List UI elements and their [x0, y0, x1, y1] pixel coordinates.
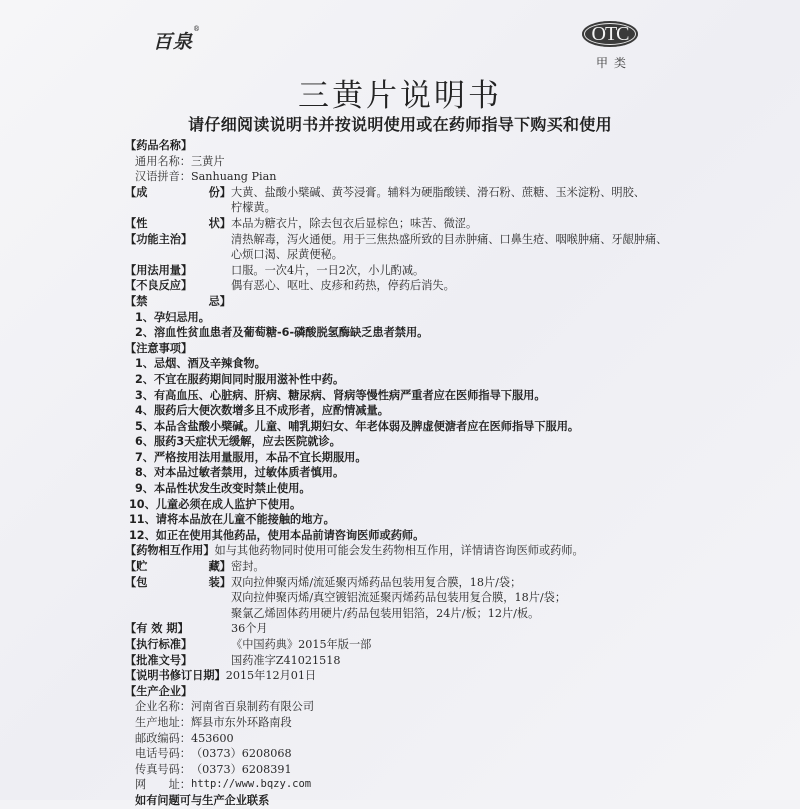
brand-logo: [153, 27, 201, 54]
section-label-indications: 【功能主治】: [125, 232, 193, 246]
company-label: 企业名称：: [135, 700, 191, 714]
precaution-item: 12、如正在使用其他药品，使用本品前请咨询医师或药师。: [129, 528, 425, 542]
section-drug-name: [125, 138, 685, 154]
section-label-contraindications: [125, 294, 231, 310]
precaution-item: 8、对本品过敏者禁用，过敏体质者慎用。: [135, 466, 345, 480]
section-label-description: [125, 216, 231, 232]
spacer: [125, 606, 231, 622]
precaution-item: 5、本品含盐酸小檗碱。儿童、哺乳期妇女、年老体弱及脾虚便溏者应在医师指导下服用。: [135, 419, 580, 433]
pinyin-value: Sanhuang Pian: [190, 170, 277, 184]
packaging-cont: [125, 606, 685, 622]
fax-value: （0373）6208391: [190, 762, 292, 776]
label-part: 【包: [125, 575, 148, 589]
generic-name-value: 三黄片: [190, 154, 225, 168]
section-label-dosage: 【用法用量】: [125, 263, 193, 277]
section-label-manufacturer: 【生产企业】: [125, 684, 193, 698]
label-part: 【禁: [125, 294, 148, 308]
website-label: [135, 777, 191, 793]
section-adverse-reactions: [125, 278, 685, 294]
shelf-life-value: 36个月: [231, 622, 268, 636]
section-indications: [125, 232, 685, 248]
generic-name-label: 通用名称：: [135, 154, 191, 168]
section-revision: [125, 668, 685, 684]
company-row: [125, 699, 685, 715]
section-label-revision: 【说明书修订日期】: [125, 669, 226, 683]
precaution-item: 11、请将本品放在儿童不能接触的地方。: [129, 513, 335, 527]
label-part: 状】: [208, 216, 231, 230]
indications-cont: [125, 247, 685, 263]
section-description: [125, 216, 685, 232]
section-label-standard: 【执行标准】: [125, 638, 193, 651]
label-part: 【成: [125, 185, 148, 199]
indications-value-cont: 心烦口渴、尿黄便秘。: [231, 248, 343, 262]
standard-value: 《中国药典》2015年版一部: [231, 638, 372, 651]
precaution-item: 4、服药后大便次数增多且不成形者，应酌情减量。: [135, 404, 389, 418]
fax-label: 传真号码：: [135, 762, 191, 776]
page-title: 三黄片说明书: [298, 78, 502, 114]
packaging-line: 双向拉伸聚丙烯/流延聚丙烯药品包装用复合膜，18片/袋；: [231, 575, 522, 589]
website-link[interactable]: http://www.bqzy.com: [191, 778, 312, 791]
label-part: 装】: [208, 575, 231, 589]
section-interactions: [125, 543, 685, 559]
ingredients-value-cont: 柠檬黄。: [231, 201, 276, 215]
section-standard: [125, 637, 685, 653]
company-value: 河南省百泉制药有限公司: [190, 700, 315, 714]
phone-value: （0373）6208068: [190, 747, 292, 761]
approval-value: 国药准字Z41021518: [231, 653, 341, 667]
precaution-item: 9、本品性状发生改变时禁止使用。: [135, 482, 311, 496]
revision-value: 2015年12月01日: [225, 669, 317, 683]
label-part: 忌】: [208, 294, 231, 308]
otc-badge: OTC: [582, 21, 638, 47]
section-label-precautions: 【注意事项】: [125, 341, 193, 355]
section-packaging: [125, 575, 685, 591]
indications-value: 清热解毒，泻火通便。用于三焦热盛所致的目赤肿痛、口鼻生疮、咽喉肿痛、牙龈肿痛、: [231, 232, 668, 246]
phone-row: [125, 746, 685, 762]
postcode-row: [125, 731, 685, 747]
spacer: [125, 590, 231, 606]
packaging-cont: [125, 590, 685, 606]
section-precautions: [125, 341, 685, 357]
adverse-reactions-value: 偶有恶心、呕吐、皮疹和药热，停药后消失。: [231, 279, 455, 293]
section-label-adverse-reactions: 【不良反应】: [125, 279, 193, 293]
generic-name-row: [125, 154, 685, 170]
postcode-label: 邮政编码：: [135, 731, 191, 745]
precaution-item: 1、忌烟、酒及辛辣食物。: [135, 357, 266, 371]
postcode-value: 453600: [190, 731, 234, 745]
contraindication-item: 1、孕妇忌用。: [135, 310, 210, 324]
section-dosage: [125, 263, 685, 279]
pinyin-label: 汉语拼音：: [135, 170, 191, 184]
page-subtitle: 请仔细阅读说明书并按说明使用或在药师指导下购买和使用: [188, 115, 612, 134]
section-storage: [125, 559, 685, 575]
packaging-line: 双向拉伸聚丙烯/真空镀铝流延聚丙烯药品包装用复合膜，18片/袋；: [231, 591, 567, 605]
section-label-ingredients: [125, 185, 231, 201]
section-label-drug-name: 【药品名称】: [125, 139, 193, 152]
otc-class-label: 甲类: [596, 56, 633, 70]
phone-label: 电话号码：: [135, 747, 191, 761]
precaution-item: 6、服药3天症状无缓解，应去医院就诊。: [135, 435, 341, 449]
section-contraindications: [125, 294, 685, 310]
dosage-value: 口服。一次4片，一日2次，小儿酌减。: [231, 263, 425, 277]
packaging-line: 聚氯乙烯固体药用硬片/药品包装用铝箔，24片/板；12片/板。: [231, 606, 540, 620]
fax-row: [125, 762, 685, 778]
registered-mark-icon: ®: [193, 25, 202, 33]
storage-value: 密封。: [231, 560, 265, 574]
label-part: 网: [135, 778, 147, 792]
pinyin-row: [125, 169, 685, 185]
label-part: 【性: [125, 216, 148, 230]
ingredients-value: 大黄、盐酸小檗碱、黄芩浸膏。辅料为硬脂酸镁、滑石粉、蔗糖、玉米淀粉、明胶、: [231, 185, 645, 199]
section-label-interactions: 【药物相互作用】: [125, 544, 215, 558]
contraindication-item: 2、溶血性贫血患者及葡萄糖-6-磷酸脱氢酶缺乏患者禁用。: [135, 326, 429, 340]
precaution-item: 3、有高血压、心脏病、肝病、糖尿病、肾病等慢性病严重者应在医师指导下服用。: [135, 388, 546, 402]
label-part: 藏】: [208, 560, 231, 574]
label-part: 【贮: [125, 560, 148, 574]
section-shelf-life: [125, 621, 685, 637]
precaution-item: 7、严格按用法用量服用，本品不宜长期服用。: [135, 450, 367, 464]
label-part: 份】: [208, 185, 231, 199]
interactions-value: 如与其他药物同时使用可能会发生药物相互作用，详情请咨询医师或药师。: [214, 544, 584, 558]
leaflet-body: [125, 138, 685, 809]
section-label-approval: 【批准文号】: [125, 653, 193, 667]
section-manufacturer: [125, 684, 685, 700]
section-label-shelf-life: 【有 效 期】: [125, 622, 189, 636]
contact-note: 如有问题可与生产企业联系: [135, 793, 270, 807]
spacer: [125, 247, 231, 263]
section-ingredients: [125, 185, 685, 201]
address-label: 生产地址：: [135, 715, 191, 729]
precaution-item: 10、儿童必须在成人监护下使用。: [129, 497, 302, 511]
description-value: 本品为糖衣片，除去包衣后显棕色；味苦、微涩。: [231, 216, 478, 230]
spacer: [125, 200, 231, 216]
section-approval: [125, 653, 685, 669]
website-row: [125, 777, 685, 793]
precaution-item: 2、不宜在服药期间同时服用滋补性中药。: [135, 372, 345, 386]
label-part: 址：: [168, 778, 191, 792]
section-label-storage: [125, 559, 231, 575]
brand-logo-text: 百泉: [153, 31, 194, 53]
address-row: [125, 715, 685, 731]
address-value: 辉县市东外环路南段: [190, 715, 292, 729]
ingredients-cont: [125, 200, 685, 216]
section-label-packaging: [125, 575, 231, 591]
